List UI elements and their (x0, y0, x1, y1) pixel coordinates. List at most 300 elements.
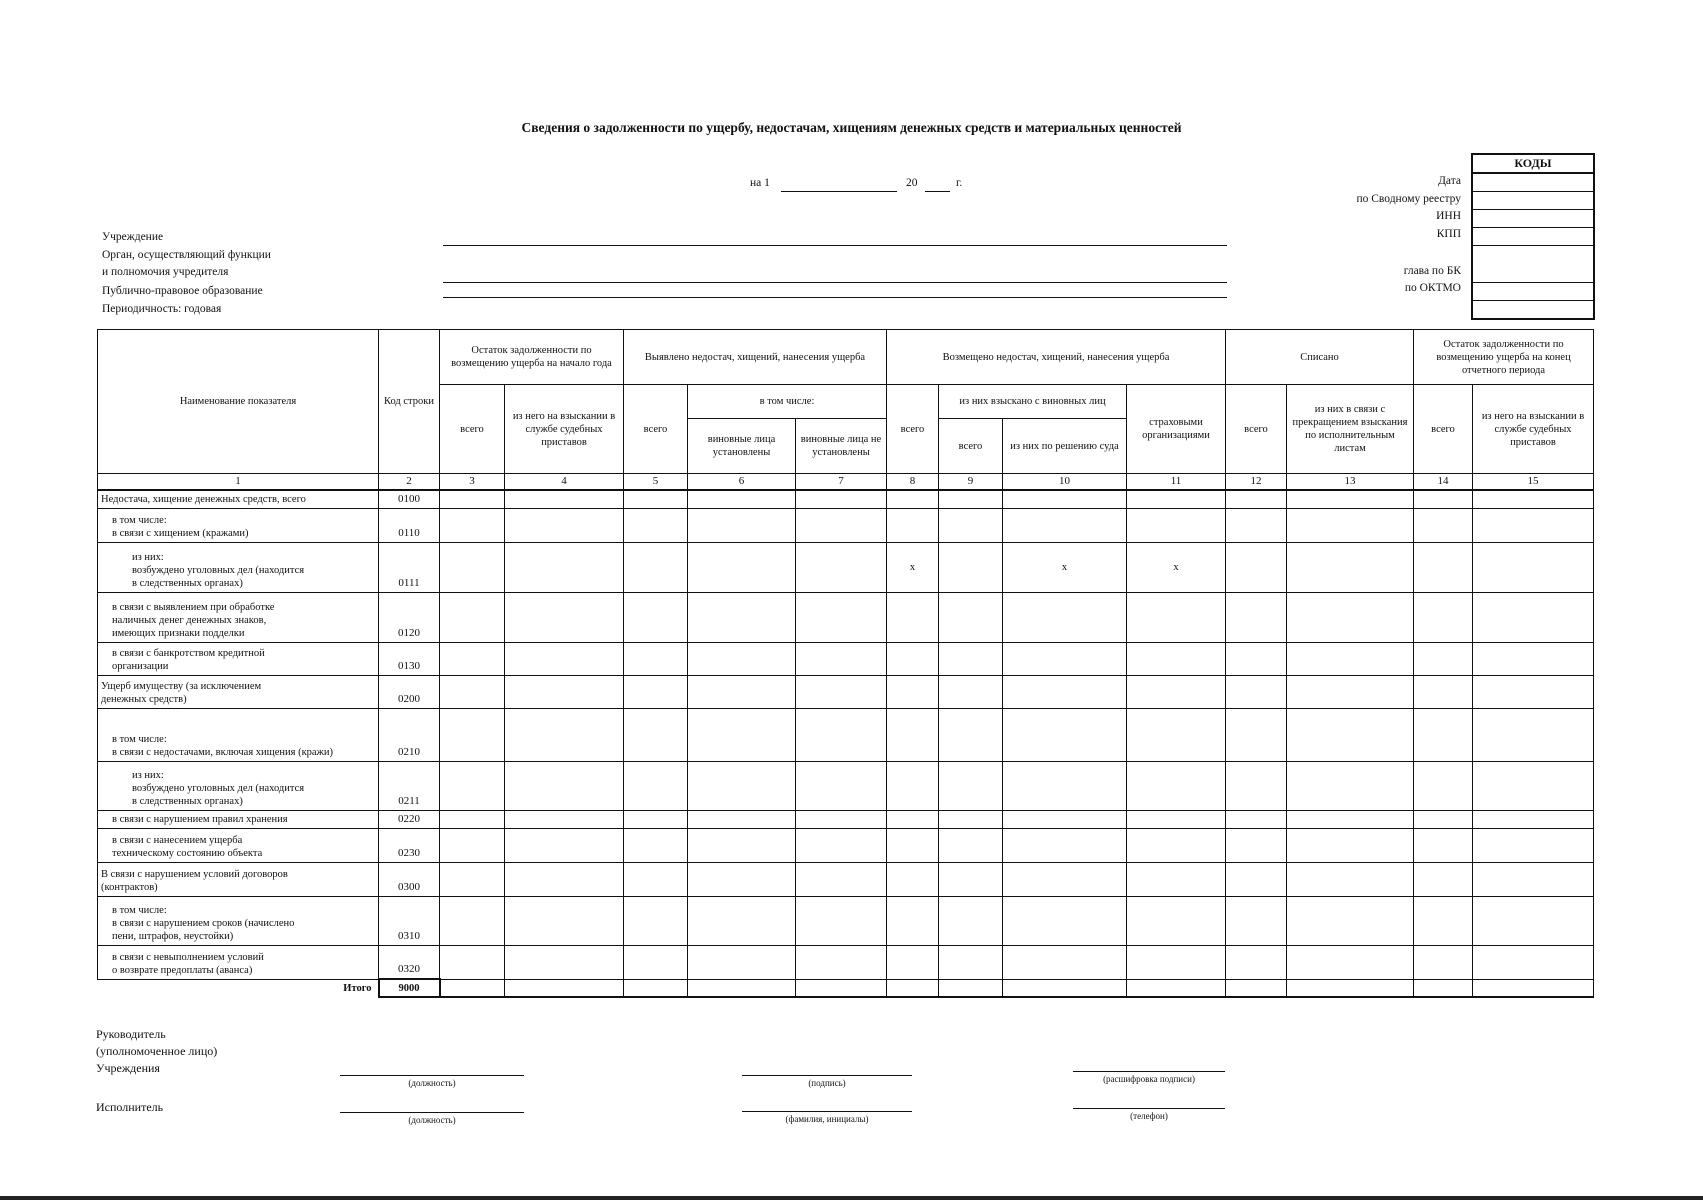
date-suffix: г. (956, 177, 963, 189)
row-code: 0110 (379, 508, 440, 542)
header-writeoff-reason: из них в связи с прекращением взыскания по исполнительным листам (1287, 385, 1414, 474)
column-number: 2 (379, 474, 440, 491)
value-cell[interactable] (1414, 828, 1473, 862)
value-cell[interactable] (688, 592, 796, 642)
value-cell[interactable] (939, 490, 1003, 508)
codes-header: КОДЫ (1473, 155, 1593, 174)
value-cell[interactable] (939, 542, 1003, 592)
value-cell[interactable] (1127, 592, 1226, 642)
caption-name: (фамилия, инициалы) (785, 1114, 869, 1124)
column-number: 5 (624, 474, 688, 491)
date-prefix: на 1 (750, 177, 770, 189)
column-number: 6 (688, 474, 796, 491)
value-cell[interactable] (688, 945, 796, 979)
value-cell[interactable] (440, 490, 505, 508)
value-cell[interactable] (688, 810, 796, 828)
value-cell[interactable] (939, 508, 1003, 542)
code-label-date: Дата (1438, 175, 1461, 187)
table-row (98, 592, 1594, 642)
table-row (98, 810, 1594, 828)
value-cell[interactable] (1287, 490, 1414, 508)
value-cell[interactable] (624, 862, 688, 896)
value-cell[interactable] (440, 708, 505, 761)
value-cell[interactable] (1127, 490, 1226, 508)
value-cell[interactable] (939, 862, 1003, 896)
value-cell[interactable] (505, 542, 624, 592)
row-code: 0300 (379, 862, 440, 896)
value-cell[interactable] (887, 810, 939, 828)
value-cell[interactable] (939, 708, 1003, 761)
institution-field[interactable] (443, 245, 1227, 246)
value-cell[interactable] (887, 675, 939, 708)
total-value-cell[interactable] (1414, 979, 1473, 997)
value-cell[interactable] (624, 542, 688, 592)
founder-field[interactable] (443, 282, 1227, 283)
value-cell[interactable] (1287, 862, 1414, 896)
value-cell[interactable] (440, 542, 505, 592)
value-cell[interactable] (688, 828, 796, 862)
document-title: Сведения о задолженности по ущербу, недостачам, хищениям денежных средств и материальных ценностей (521, 120, 1182, 135)
value-cell[interactable] (1127, 508, 1226, 542)
value-cell[interactable] (1473, 490, 1594, 508)
row-code: 0100 (379, 490, 440, 508)
sig-head-2: (уполномоченное лицо) (96, 1044, 218, 1058)
caption-signature: (подпись) (808, 1078, 846, 1088)
total-value-cell[interactable] (505, 979, 624, 997)
value-cell[interactable] (1226, 896, 1287, 945)
row-name: из них: возбуждено уголовных дел (находится в следственных органах) (98, 761, 379, 810)
column-number: 10 (1003, 474, 1127, 491)
value-cell[interactable] (796, 592, 887, 642)
value-cell[interactable] (1414, 542, 1473, 592)
value-cell[interactable] (887, 862, 939, 896)
value-cell[interactable] (796, 508, 887, 542)
value-cell[interactable] (1473, 508, 1594, 542)
value-cell[interactable] (688, 642, 796, 675)
value-cell[interactable] (440, 862, 505, 896)
value-cell[interactable] (1414, 592, 1473, 642)
date-year-field[interactable] (925, 191, 950, 192)
value-cell[interactable] (1287, 945, 1414, 979)
value-cell[interactable] (887, 592, 939, 642)
value-cell[interactable] (688, 490, 796, 508)
column-number: 13 (1287, 474, 1414, 491)
value-cell[interactable] (1127, 810, 1226, 828)
value-cell[interactable] (939, 945, 1003, 979)
value-cell[interactable] (624, 642, 688, 675)
code-label-bk: глава по БК (1403, 265, 1461, 277)
value-cell[interactable] (1226, 862, 1287, 896)
public-entity-field[interactable] (443, 297, 1227, 298)
sig-head-1: Руководитель (96, 1027, 166, 1041)
row-name: в том числе: в связи с нарушением сроков (начислено пени, штрафов, неустойки) (98, 896, 379, 945)
value-cell[interactable] (1226, 945, 1287, 979)
row-code: 0211 (379, 761, 440, 810)
header-compensated: Возмещено недостач, хищений, нанесения ущерба (887, 330, 1226, 385)
sig-head-3: Учреждения (96, 1061, 160, 1075)
debt-table (97, 329, 1594, 998)
head-position-line[interactable] (340, 1075, 524, 1076)
value-cell[interactable] (505, 490, 624, 508)
value-cell[interactable] (939, 675, 1003, 708)
code-kpp-cell[interactable] (1473, 228, 1593, 246)
value-cell[interactable] (1414, 761, 1473, 810)
table-row (98, 508, 1594, 542)
value-cell[interactable] (440, 896, 505, 945)
value-cell[interactable] (624, 490, 688, 508)
value-cell[interactable] (1003, 642, 1127, 675)
value-cell[interactable] (1003, 592, 1127, 642)
header-culprits-known: виновные лица установлены (688, 419, 796, 474)
value-cell[interactable] (1226, 708, 1287, 761)
value-cell[interactable] (624, 828, 688, 862)
value-cell[interactable] (688, 896, 796, 945)
code-registry-cell[interactable] (1473, 192, 1593, 210)
value-cell[interactable] (624, 896, 688, 945)
value-cell[interactable] (1226, 761, 1287, 810)
code-date-cell[interactable] (1473, 174, 1593, 192)
value-cell[interactable] (505, 896, 624, 945)
value-cell[interactable] (624, 810, 688, 828)
code-inn-cell[interactable] (1473, 210, 1593, 228)
value-cell[interactable] (1127, 862, 1226, 896)
table-row (98, 542, 1594, 592)
table-row (98, 945, 1594, 979)
value-cell[interactable] (688, 862, 796, 896)
value-cell[interactable] (887, 508, 939, 542)
value-cell[interactable] (1287, 810, 1414, 828)
value-cell[interactable] (688, 675, 796, 708)
value-cell[interactable] (505, 828, 624, 862)
total-label: Итого (343, 982, 372, 994)
value-cell[interactable] (887, 828, 939, 862)
value-cell[interactable] (1003, 896, 1127, 945)
value-cell[interactable] (1473, 862, 1594, 896)
value-cell[interactable] (688, 708, 796, 761)
value-cell[interactable] (1473, 828, 1594, 862)
column-number: 11 (1127, 474, 1226, 491)
value-cell[interactable] (1003, 675, 1127, 708)
header-bailiffs-15: из него на взыскании в службе судебных приставов (1473, 385, 1594, 474)
value-cell[interactable] (887, 708, 939, 761)
caption-position-2: (должность) (408, 1115, 456, 1125)
value-cell[interactable] (505, 708, 624, 761)
label-institution: Учреждение (102, 231, 164, 243)
code-extra-cell[interactable] (1473, 301, 1593, 318)
value-cell[interactable] (1414, 945, 1473, 979)
value-cell[interactable] (1414, 810, 1473, 828)
total-value-cell[interactable] (440, 979, 505, 997)
row-name: в связи с нанесением ущерба техническому состоянию объекта (98, 828, 379, 862)
total-value-cell[interactable] (1287, 979, 1414, 997)
value-cell[interactable] (1287, 761, 1414, 810)
value-cell[interactable] (440, 828, 505, 862)
value-cell[interactable] (624, 675, 688, 708)
value-cell[interactable] (1473, 542, 1594, 592)
value-cell[interactable] (440, 642, 505, 675)
caption-decipher: (расшифровка подписи) (1103, 1074, 1195, 1084)
value-cell[interactable] (1003, 828, 1127, 862)
caption-phone: (телефон) (1130, 1111, 1168, 1121)
header-balance-start: Остаток задолженности по возмещению ущерба на начало года (440, 330, 624, 385)
value-cell[interactable] (1414, 675, 1473, 708)
date-year-prefix: 20 (906, 177, 918, 189)
value-cell[interactable] (1226, 542, 1287, 592)
header-total-3: всего (440, 385, 505, 474)
value-cell[interactable] (440, 945, 505, 979)
value-cell[interactable] (796, 761, 887, 810)
value-cell[interactable] (1127, 828, 1226, 862)
value-cell[interactable] (1003, 945, 1127, 979)
row-code: 0120 (379, 592, 440, 642)
code-label-kpp: КПП (1436, 228, 1461, 240)
value-cell[interactable] (1127, 708, 1226, 761)
value-cell[interactable] (1473, 945, 1594, 979)
value-cell[interactable] (1287, 642, 1414, 675)
table-row (98, 675, 1594, 708)
value-cell[interactable] (796, 490, 887, 508)
value-cell[interactable] (1473, 675, 1594, 708)
value-cell[interactable] (505, 642, 624, 675)
value-cell[interactable] (440, 675, 505, 708)
value-cell[interactable] (1287, 675, 1414, 708)
header-bailiffs-4: из него на взыскании в службе судебных приставов (505, 385, 624, 474)
value-cell[interactable] (796, 896, 887, 945)
row-name: в связи с невыполнением условий о возврате предоплаты (аванса) (98, 945, 379, 979)
total-value-cell[interactable] (688, 979, 796, 997)
row-name: в том числе: в связи с недостачами, включая хищения (кражи) (98, 708, 379, 761)
column-number: 14 (1414, 474, 1473, 491)
value-cell[interactable] (1226, 810, 1287, 828)
label-public-entity: Публично-правовое образование (102, 285, 263, 297)
cross-mark: x (1003, 542, 1127, 592)
sig-executor: Исполнитель (96, 1100, 164, 1114)
table-row (98, 490, 1594, 508)
total-row (98, 979, 1594, 997)
value-cell[interactable] (796, 675, 887, 708)
row-code: 0310 (379, 896, 440, 945)
column-number: 15 (1473, 474, 1594, 491)
header-by-court: из них по решению суда (1003, 419, 1127, 474)
value-cell[interactable] (1003, 761, 1127, 810)
column-numbers-row (98, 474, 1594, 491)
value-cell[interactable] (1414, 708, 1473, 761)
code-label-oktmo: по ОКТМО (1404, 282, 1461, 294)
value-cell[interactable] (1127, 642, 1226, 675)
row-code: 0130 (379, 642, 440, 675)
row-code: 0230 (379, 828, 440, 862)
header-total-9: всего (939, 419, 1003, 474)
value-cell[interactable] (939, 810, 1003, 828)
cross-mark: x (1127, 542, 1226, 592)
value-cell[interactable] (796, 642, 887, 675)
value-cell[interactable] (1473, 642, 1594, 675)
table-row (98, 761, 1594, 810)
value-cell[interactable] (688, 761, 796, 810)
value-cell[interactable] (624, 945, 688, 979)
value-cell[interactable] (1226, 508, 1287, 542)
value-cell[interactable] (939, 592, 1003, 642)
value-cell[interactable] (1127, 945, 1226, 979)
value-cell[interactable] (440, 761, 505, 810)
value-cell[interactable] (796, 862, 887, 896)
header-total-8: всего (887, 385, 939, 474)
value-cell[interactable] (1003, 862, 1127, 896)
label-founder-2: и полномочия учредителя (102, 266, 229, 278)
header-culprits-unknown: виновные лица не установлены (796, 419, 887, 474)
value-cell[interactable] (440, 592, 505, 642)
table-row (98, 708, 1594, 761)
value-cell[interactable] (505, 508, 624, 542)
value-cell[interactable] (887, 896, 939, 945)
value-cell[interactable] (505, 761, 624, 810)
value-cell[interactable] (887, 642, 939, 675)
label-periodicity: Периодичность: годовая (102, 303, 222, 315)
header-total-5: всего (624, 385, 688, 474)
value-cell[interactable] (1226, 675, 1287, 708)
column-number: 3 (440, 474, 505, 491)
header-name: Наименование показателя (98, 330, 379, 474)
value-cell[interactable] (1287, 542, 1414, 592)
value-cell[interactable] (505, 862, 624, 896)
value-cell[interactable] (1473, 761, 1594, 810)
value-cell[interactable] (1414, 508, 1473, 542)
value-cell[interactable] (1414, 862, 1473, 896)
total-value-cell[interactable] (1226, 979, 1287, 997)
row-name: в связи с банкротством кредитной организации (98, 642, 379, 675)
total-value-cell[interactable] (1003, 979, 1127, 997)
column-number: 1 (98, 474, 379, 491)
value-cell[interactable] (1226, 592, 1287, 642)
value-cell[interactable] (939, 896, 1003, 945)
value-cell[interactable] (1127, 896, 1226, 945)
value-cell[interactable] (1473, 896, 1594, 945)
value-cell[interactable] (1414, 642, 1473, 675)
row-code: 0200 (379, 675, 440, 708)
value-cell[interactable] (887, 761, 939, 810)
value-cell[interactable] (624, 508, 688, 542)
value-cell[interactable] (1414, 896, 1473, 945)
table-row (98, 828, 1594, 862)
row-name: В связи с нарушением условий договоров (контрактов) (98, 862, 379, 896)
executor-position-line[interactable] (340, 1112, 524, 1113)
total-value-cell[interactable] (887, 979, 939, 997)
value-cell[interactable] (796, 828, 887, 862)
value-cell[interactable] (1226, 490, 1287, 508)
value-cell[interactable] (624, 592, 688, 642)
value-cell[interactable] (1226, 828, 1287, 862)
value-cell[interactable] (505, 945, 624, 979)
value-cell[interactable] (688, 508, 796, 542)
value-cell[interactable] (624, 708, 688, 761)
total-value-cell[interactable] (1473, 979, 1594, 997)
code-label-inn: ИНН (1436, 210, 1461, 222)
value-cell[interactable] (1287, 592, 1414, 642)
value-cell[interactable] (1473, 810, 1594, 828)
value-cell[interactable] (1003, 490, 1127, 508)
value-cell[interactable] (505, 675, 624, 708)
row-name: в том числе: в связи с хищением (кражами) (98, 508, 379, 542)
value-cell[interactable] (1003, 708, 1127, 761)
value-cell[interactable] (939, 828, 1003, 862)
row-name: в связи с нарушением правил хранения (98, 810, 379, 828)
column-number: 4 (505, 474, 624, 491)
value-cell[interactable] (505, 592, 624, 642)
value-cell[interactable] (796, 708, 887, 761)
code-bk-cell[interactable] (1473, 246, 1593, 283)
date-day-field[interactable] (781, 191, 897, 192)
codes-box (1471, 153, 1595, 320)
total-value-cell[interactable] (624, 979, 688, 997)
row-name: из них: возбуждено уголовных дел (находится в следственных органах) (98, 542, 379, 592)
value-cell[interactable] (887, 945, 939, 979)
value-cell[interactable] (796, 945, 887, 979)
code-label-registry: по Сводному реестру (1356, 193, 1461, 205)
value-cell[interactable] (796, 810, 887, 828)
value-cell[interactable] (1287, 828, 1414, 862)
value-cell[interactable] (1473, 592, 1594, 642)
value-cell[interactable] (1414, 490, 1473, 508)
value-cell[interactable] (1287, 508, 1414, 542)
header-total-14: всего (1414, 385, 1473, 474)
column-number: 8 (887, 474, 939, 491)
head-decipher-line[interactable] (1073, 1071, 1225, 1072)
header-written-off: Списано (1226, 330, 1414, 385)
header-including: в том числе: (688, 385, 887, 419)
value-cell[interactable] (1127, 761, 1226, 810)
executor-name-line[interactable] (742, 1111, 912, 1112)
row-code: 0320 (379, 945, 440, 979)
value-cell[interactable] (688, 542, 796, 592)
value-cell[interactable] (887, 490, 939, 508)
column-number: 12 (1226, 474, 1287, 491)
total-value-cell[interactable] (1127, 979, 1226, 997)
value-cell[interactable] (505, 810, 624, 828)
value-cell[interactable] (440, 508, 505, 542)
label-founder-1: Орган, осуществляющий функции (102, 249, 271, 261)
value-cell[interactable] (624, 761, 688, 810)
total-value-cell[interactable] (796, 979, 887, 997)
value-cell[interactable] (796, 542, 887, 592)
value-cell[interactable] (1287, 708, 1414, 761)
row-name: Ущерб имуществу (за исключением денежных средств) (98, 675, 379, 708)
value-cell[interactable] (1127, 675, 1226, 708)
value-cell[interactable] (440, 810, 505, 828)
value-cell[interactable] (939, 642, 1003, 675)
header-insurers: страховыми организациями (1127, 385, 1226, 474)
code-oktmo-cell[interactable] (1473, 283, 1593, 301)
value-cell[interactable] (939, 761, 1003, 810)
row-name: Недостача, хищение денежных средств, всего (98, 490, 379, 508)
row-code: 0220 (379, 810, 440, 828)
head-signature-line[interactable] (742, 1075, 912, 1076)
total-value-cell[interactable] (939, 979, 1003, 997)
row-code: 0111 (379, 542, 440, 592)
column-number: 7 (796, 474, 887, 491)
executor-phone-line[interactable] (1073, 1108, 1225, 1109)
bottom-edge (0, 1196, 1703, 1200)
table-row (98, 642, 1594, 675)
value-cell[interactable] (1003, 810, 1127, 828)
value-cell[interactable] (1473, 708, 1594, 761)
value-cell[interactable] (1226, 642, 1287, 675)
table-row (98, 896, 1594, 945)
header-total-12: всего (1226, 385, 1287, 474)
header-balance-end: Остаток задолженности по возмещению ущерба на конец отчетного периода (1414, 330, 1594, 385)
value-cell[interactable] (1287, 896, 1414, 945)
column-number: 9 (939, 474, 1003, 491)
value-cell[interactable] (1003, 508, 1127, 542)
